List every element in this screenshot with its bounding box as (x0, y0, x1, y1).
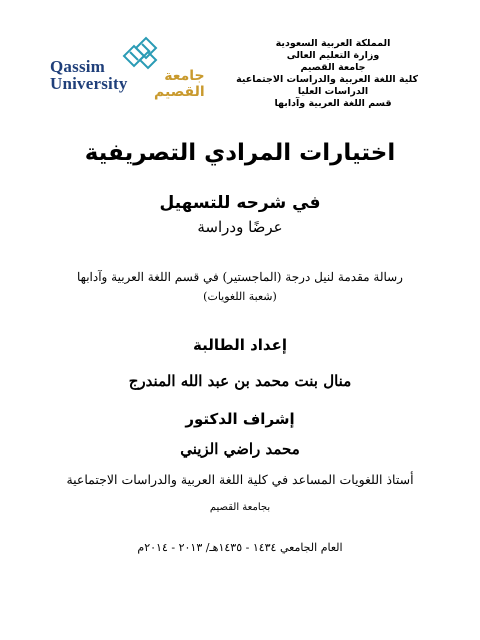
institution-line: قسم اللغة العربية وآدابها (274, 98, 392, 109)
university-logo (50, 36, 205, 102)
logo-english-text (50, 58, 128, 92)
thesis-branch: (شعبة اللغويات) (203, 290, 277, 303)
institution-line: الدراسات العليا (297, 86, 369, 97)
logo-arabic-text: جامعة القصيم (154, 68, 205, 100)
supervisor-name: محمد راضي الزيني (180, 440, 300, 458)
institution-line: وزارة التعليم العالى (286, 50, 380, 61)
supervisor-label: إشراف الدكتور (185, 410, 295, 428)
thesis-title: اختيارات المرادي التصريفية (84, 140, 396, 166)
thesis-subtitle-secondary: عرضًا ودراسة (197, 218, 283, 236)
supervisor-university: بجامعة القصيم (209, 502, 271, 513)
student-label: إعداد الطالبة (193, 336, 287, 354)
thesis-description: رسالة مقدمة لنيل درجة (الماجستير) في قسم اللغة العربية وآدابها (77, 270, 403, 284)
thesis-subtitle: في شرحه للتسهيل (159, 193, 321, 213)
institution-line: جامعة القصيم (300, 62, 366, 73)
logo-en-line1: Qassim (50, 57, 106, 76)
institution-header (236, 38, 418, 110)
institution-line: كلية اللغة العربية والدراسات الاجتماعية (236, 74, 418, 85)
supervisor-title: أستاذ اللغويات المساعد في كلية اللغة العربية والدراسات الاجتماعية (66, 472, 414, 487)
student-name: منال بنت محمد بن عبد الله المندرج (128, 372, 352, 390)
academic-year: العام الجامعي ١٤٣٤ - ١٤٣٥هـ/ ٢٠١٣ - ٢٠١٤م (137, 541, 343, 554)
institution-line: المملكة العربية السعودية (275, 38, 391, 49)
logo-en-line2: University (50, 74, 128, 93)
